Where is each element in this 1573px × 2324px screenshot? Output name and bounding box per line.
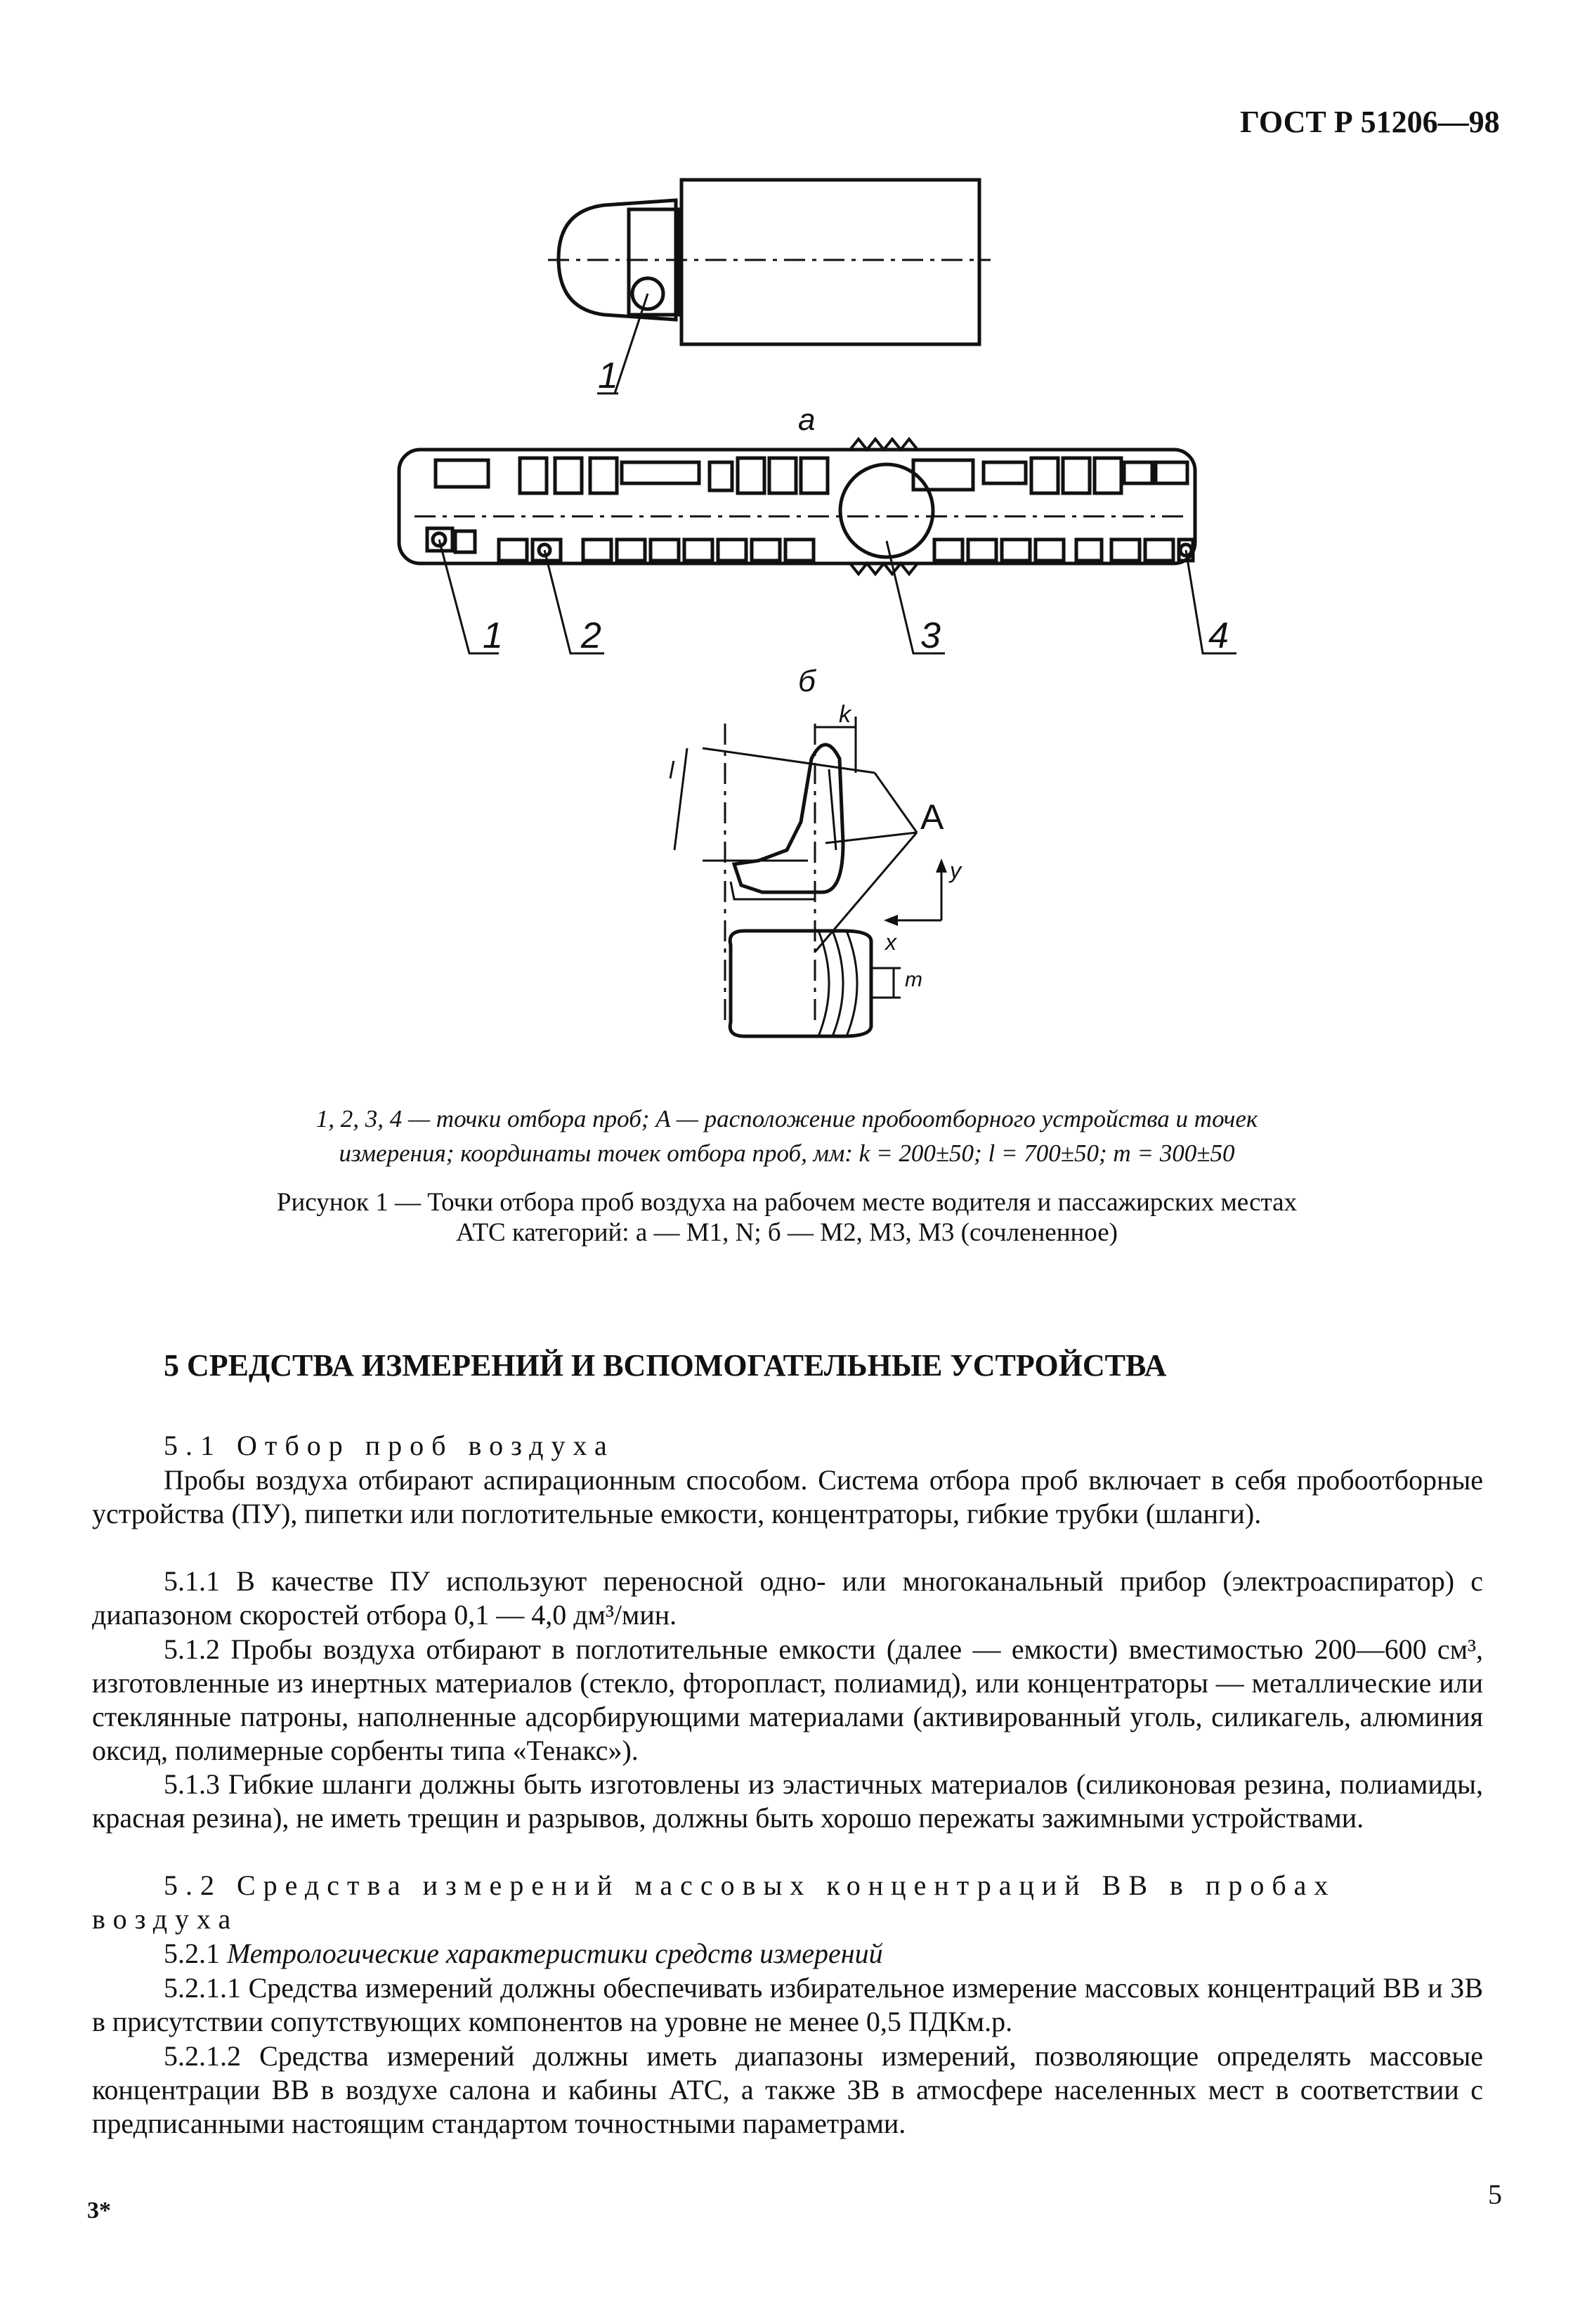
paragraph-5-1: Пробы воздуха отбирают аспирационным способом. Система отбора проб включает в себя пробоотборные устройства (ПУ), пипетки или поглотительные емкости, концентраторы, гибкие трубки (шланги). xyxy=(92,1464,1483,1529)
paragraph-5-2-1-2: 5.2.1.2 Средства измерений должны иметь диапазоны измерений, позволяющие определять массовые концентрации ВВ в воздухе салона и кабины АТС, а также ЗВ в атмосфере населенных мест в соответствии с предписанными настоящим стандартом точностными параметрами. xyxy=(92,2040,1483,2139)
callout-b-4: 4 xyxy=(1208,615,1229,656)
section-title: 5 СРЕДСТВА ИЗМЕРЕНИЙ И ВСПОМОГАТЕЛЬНЫЕ УСТРОЙСТВА xyxy=(164,1348,1167,1383)
callout-a-1: 1 xyxy=(598,355,618,396)
axis-y-label: y xyxy=(950,858,961,883)
document-header: ГОСТ Р 51206—98 xyxy=(1240,105,1500,139)
figure-b-label: б xyxy=(798,664,816,698)
figure-b-bus xyxy=(399,439,1195,574)
callout-A: A xyxy=(920,797,944,837)
callout-b-3: 3 xyxy=(920,615,941,656)
subsection-5-1-heading: 5.1 Отбор проб воздуха xyxy=(164,1430,615,1461)
figure-caption-line-1: Рисунок 1 — Точки отбора проб воздуха на рабочем месте водителя и пассажирских местах xyxy=(276,1188,1298,1217)
page-number: 5 xyxy=(1488,2179,1502,2210)
figure-caption-line-2: АТС категорий: а — M1, N; б — M2, M3, M3 (сочлененное) xyxy=(455,1218,1118,1247)
subsection-5-2-heading: 5.2 Средства измерений массовых концентраций ВВ в пробах воздуха xyxy=(92,1869,1336,1935)
subsection-5-2-1-title: Метрологические характеристики средств измерений xyxy=(227,1938,883,1969)
figure-b-leaders xyxy=(439,540,1236,653)
paragraph-5-1-1: 5.1.1 В качестве ПУ используют переносной одно- или многоканальный прибор (электроаспиратор) с диапазоном скоростей отбора 0,1 — 4,0 дм³/мин. xyxy=(92,1565,1483,1631)
axis-x-label: x xyxy=(885,929,896,955)
callout-b-1: 1 xyxy=(483,615,503,656)
figure-a-label: а xyxy=(798,403,816,437)
paragraph-5-2-1-1: 5.2.1.1 Средства измерений должны обеспечивать избирательное измерение массовых концентраций ВВ и ЗВ в присутствии сопутствующих компонентов на уровне не менее 0,5 ПДКм.р. xyxy=(92,1972,1483,2037)
figure-legend xyxy=(211,1102,1363,1170)
subsection-5-2-1-number: 5.2.1 xyxy=(164,1938,220,1969)
callout-b-2: 2 xyxy=(581,615,601,656)
dim-l-label: l xyxy=(669,757,674,784)
paragraph-5-1-2: 5.1.2 Пробы воздуха отбирают в поглотительные емкости (далее — емкости) вместимостью 200—600 см³, изготовленные из инертных материалов (стекло, фторопласт, полиамид), или концентраторы — металлические или стеклянные патроны, наполненные адсорбирующими материалами (активированный уголь, силикагель, алюминия оксид, полимерные сорбенты типа «Тенакс»). xyxy=(92,1633,1483,1766)
figure-legend-line-2: измерения; координаты точек отбора проб, мм: k = 200±50; l = 700±50; m = 300±50 xyxy=(339,1140,1235,1167)
paragraph-5-1-3: 5.1.3 Гибкие шланги должны быть изготовлены из эластичных материалов (силиконовая резина, полиамиды, красная резина), не иметь трещин и разрывов, должны быть хорошо пережаты зажимными устройствами. xyxy=(92,1768,1483,1834)
dim-m-label: m xyxy=(905,968,922,991)
dim-k-label: k xyxy=(839,701,851,728)
subsection-5-2-1-heading xyxy=(164,1937,1484,1971)
figure-1-drawing xyxy=(0,0,1573,1054)
figure-legend-line-1: 1, 2, 3, 4 — точки отбора проб; A — расположение пробоотборного устройства и точек xyxy=(315,1105,1258,1132)
sheet-mark: 3* xyxy=(87,2198,111,2224)
figure-caption xyxy=(141,1187,1433,1248)
